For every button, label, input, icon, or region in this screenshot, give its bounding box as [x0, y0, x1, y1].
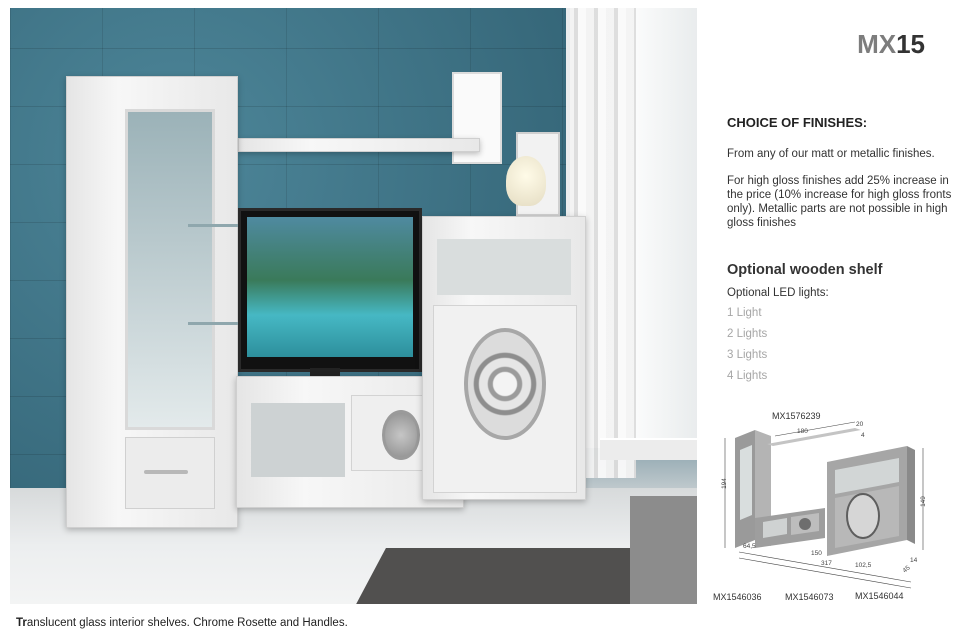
dim-shelf-depth: 20 [856, 421, 864, 428]
chrome-rosette-small [382, 410, 420, 460]
dim-bottom-left: 64,5 [743, 543, 756, 550]
dim-bottom-right: 102,5 [855, 562, 872, 569]
dimension-diagram [715, 400, 950, 600]
cabinet-doors [433, 305, 577, 493]
glass-vitrine [66, 76, 238, 528]
open-compartment [251, 403, 345, 477]
light-option: 4 Lights [727, 370, 768, 382]
wall-shelf [238, 138, 480, 152]
vitrine-glass-door [125, 109, 215, 430]
tall-cabinet [422, 216, 586, 500]
model-title [0, 29, 925, 60]
dim-total: 317 [821, 560, 832, 567]
light-option: 2 Lights [727, 328, 768, 340]
shelf-code: MX1576239 [772, 411, 821, 421]
code-vitrine: MX1546036 [713, 592, 762, 602]
dim-left-height: 194 [720, 478, 728, 489]
dim-shelf-width: 180 [797, 428, 808, 435]
light-option: 3 Lights [727, 349, 768, 361]
caption-rest: anslucent glass interior shelves. Chrome Rosette and Handles. [26, 617, 348, 629]
code-low-unit: MX1546073 [785, 592, 834, 602]
finishes-paragraph: From any of our matt or metallic finishes. [727, 148, 935, 160]
finishes-heading: CHOICE OF FINISHES: [727, 115, 868, 130]
tv-screen [247, 217, 413, 357]
high-gloss-paragraph: For high gloss finishes add 25% increase in the price (10% increase for high gloss fronts only). Metallic parts are not possible in high gloss finishes [727, 175, 952, 229]
chrome-handle [144, 470, 188, 474]
table-lamp [506, 156, 546, 206]
open-shelf [437, 239, 571, 295]
dim-right-height: 149 [919, 496, 927, 507]
dim-right-depth: 14 [910, 557, 918, 564]
caption-lead: Tr [16, 617, 27, 629]
television [238, 208, 422, 372]
dim-shelf-thickness: 4 [861, 432, 865, 439]
model-number: 15 [896, 29, 925, 59]
coffee-table-base [630, 496, 697, 604]
led-lights-label: Optional LED lights: [727, 287, 829, 299]
code-tall-unit: MX1546044 [855, 591, 904, 601]
dimension-drawing [715, 400, 950, 600]
dim-bottom-mid: 150 [811, 550, 822, 557]
light-option: 1 Light [727, 307, 762, 319]
chrome-rosette-large [464, 328, 546, 440]
tv-stand [310, 368, 340, 376]
vitrine-drawer [125, 437, 215, 509]
photo-caption [16, 617, 348, 629]
led-lights-list [727, 306, 767, 390]
model-prefix: MX [857, 29, 897, 59]
dim-base-depth: 45 [901, 564, 912, 575]
product-photo [10, 8, 697, 604]
coffee-table-top [600, 438, 697, 460]
optional-shelf-heading: Optional wooden shelf [727, 262, 883, 278]
